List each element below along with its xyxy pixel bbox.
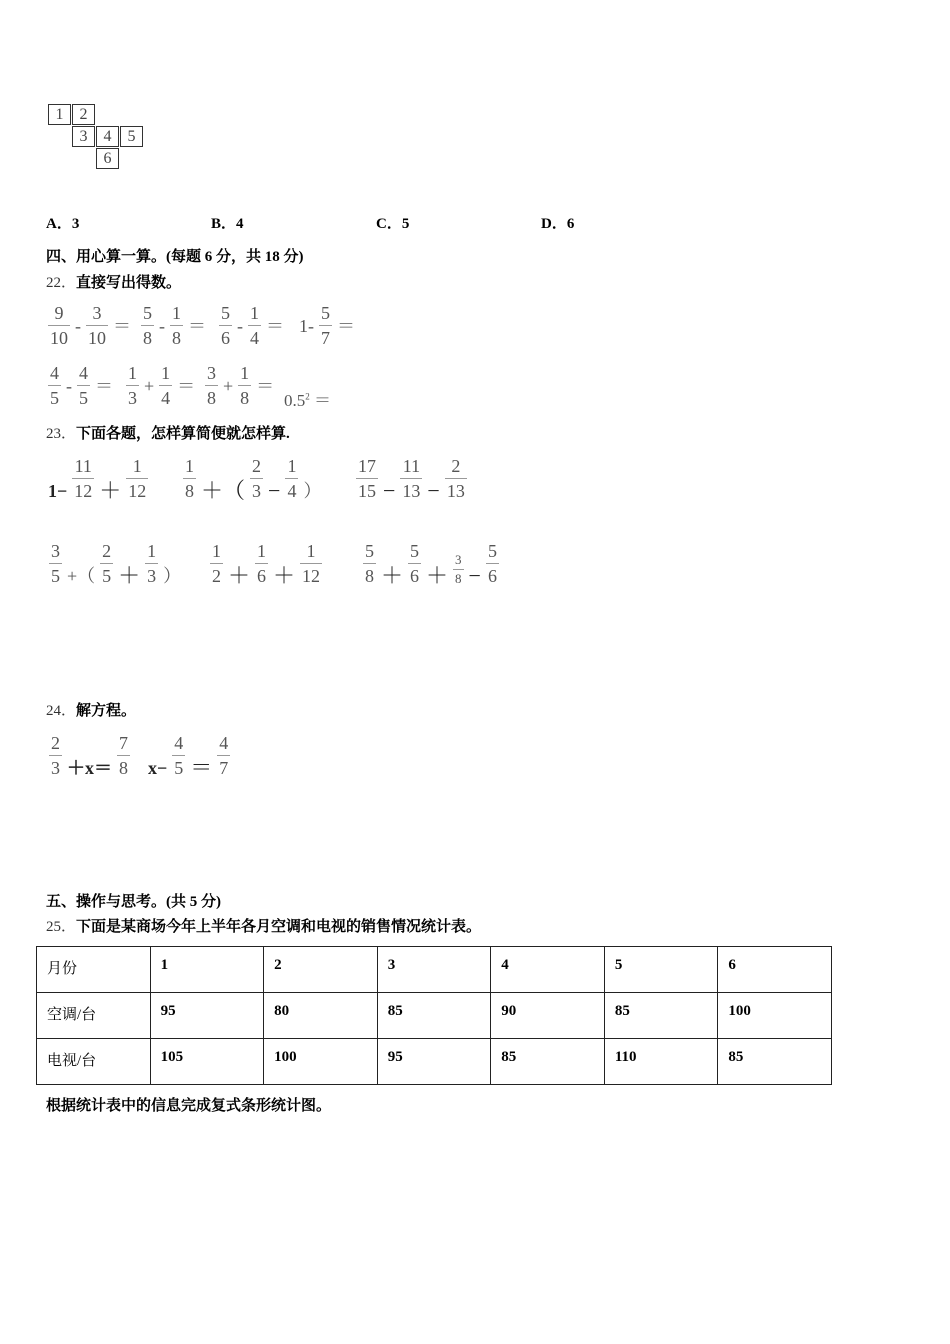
denominator: 13 bbox=[446, 481, 465, 501]
expression bbox=[353, 455, 470, 502]
numerator: 1 bbox=[257, 541, 267, 561]
denominator: 10 bbox=[50, 328, 68, 348]
numerator: 2 bbox=[252, 456, 262, 476]
operator: ） bbox=[303, 481, 322, 501]
question-22-title bbox=[46, 271, 181, 292]
numerator: 4 bbox=[50, 363, 59, 383]
table-cell: 3 bbox=[377, 947, 491, 993]
numerator: 1 bbox=[240, 363, 250, 383]
denominator: 4 bbox=[161, 388, 171, 408]
denominator: 3 bbox=[252, 481, 262, 501]
operator: ＋ bbox=[381, 563, 404, 588]
table-instruction: 根据统计表中的信息完成复式条形统计图。 bbox=[46, 1098, 332, 1114]
operator: - bbox=[75, 315, 81, 336]
denominator: 13 bbox=[402, 481, 421, 501]
denominator: 3 bbox=[128, 388, 137, 408]
fraction bbox=[172, 732, 185, 779]
fraction-bar bbox=[145, 563, 158, 564]
numerator: 1 bbox=[132, 456, 142, 476]
fraction-bar bbox=[117, 755, 130, 756]
denominator: 5 bbox=[174, 758, 184, 778]
denominator: 8 bbox=[185, 481, 194, 501]
operator: ＝ bbox=[188, 315, 206, 336]
denominator: 12 bbox=[128, 481, 147, 501]
table-row bbox=[37, 1039, 832, 1085]
fraction-bar bbox=[172, 755, 185, 756]
table-cell: 2 bbox=[264, 947, 378, 993]
denominator: 8 bbox=[455, 571, 462, 586]
numerator: 9 bbox=[54, 303, 64, 323]
fraction bbox=[205, 362, 218, 409]
table-cell: 85 bbox=[718, 1039, 832, 1085]
numerator: 11 bbox=[402, 456, 421, 476]
row-header: 电视/台 bbox=[37, 1039, 151, 1085]
question-number: 24． bbox=[46, 703, 77, 719]
denominator: 12 bbox=[74, 481, 93, 501]
fraction-bar bbox=[453, 569, 464, 570]
expression bbox=[202, 362, 276, 409]
fraction-bar bbox=[285, 478, 298, 479]
fraction bbox=[219, 302, 232, 349]
choice-a: A．3 bbox=[46, 216, 80, 232]
fraction-bar bbox=[248, 325, 261, 326]
fraction-bar bbox=[300, 563, 322, 564]
fraction bbox=[210, 540, 223, 587]
numerator: 1 bbox=[172, 303, 181, 323]
denominator: 8 bbox=[143, 328, 152, 348]
numerator: 5 bbox=[321, 303, 330, 323]
operator: ） bbox=[163, 566, 182, 586]
fraction bbox=[49, 732, 62, 779]
operator: ＝ bbox=[256, 375, 275, 396]
question-text: 解方程。 bbox=[76, 703, 137, 719]
expression bbox=[207, 540, 325, 587]
numerator: 3 bbox=[207, 363, 216, 383]
operator: + bbox=[144, 375, 155, 396]
fraction bbox=[72, 455, 94, 502]
fraction bbox=[356, 455, 378, 502]
expression bbox=[216, 302, 286, 349]
denominator: 3 bbox=[147, 566, 157, 586]
question-text: 下面各题，怎样算简便就怎样算. bbox=[76, 426, 290, 442]
fraction-bar bbox=[126, 385, 139, 386]
expression bbox=[123, 362, 197, 409]
denominator: 3 bbox=[51, 758, 60, 778]
denominator: 10 bbox=[88, 328, 106, 348]
expression bbox=[138, 302, 208, 349]
row-header: 空调/台 bbox=[37, 993, 151, 1039]
net-square-3: 3 bbox=[72, 126, 95, 147]
numerator: 4 bbox=[174, 733, 184, 753]
fraction-bar bbox=[205, 385, 218, 386]
operator: ＝ bbox=[190, 755, 213, 780]
numerator: 2 bbox=[451, 456, 461, 476]
fraction-bar bbox=[210, 563, 223, 564]
fraction-bar bbox=[49, 563, 62, 564]
denominator: 15 bbox=[358, 481, 376, 501]
fraction bbox=[117, 732, 130, 779]
table-cell: 4 bbox=[491, 947, 605, 993]
fraction-bar bbox=[363, 563, 376, 564]
table-cell: 105 bbox=[150, 1039, 264, 1085]
fraction-bar bbox=[408, 563, 421, 564]
denominator: 8 bbox=[207, 388, 216, 408]
expression bbox=[46, 540, 183, 587]
row-header: 月份 bbox=[37, 947, 151, 993]
fraction-bar bbox=[255, 563, 268, 564]
fraction bbox=[159, 362, 172, 409]
table-cell: 5 bbox=[604, 947, 718, 993]
fraction bbox=[145, 540, 158, 587]
fraction bbox=[48, 302, 70, 349]
question-25-title bbox=[46, 915, 481, 936]
numerator: 1 bbox=[250, 303, 259, 323]
denominator: 8 bbox=[240, 388, 250, 408]
question-text: 下面是某商场今年上半年各月空调和电视的销售情况统计表。 bbox=[76, 919, 482, 935]
denominator: 6 bbox=[257, 566, 267, 586]
net-square-6: 6 bbox=[96, 148, 119, 169]
equals: ＝ bbox=[314, 391, 331, 410]
operator: ＋ bbox=[99, 478, 122, 503]
choice-d: D．6 bbox=[541, 216, 575, 232]
fraction bbox=[285, 455, 298, 502]
numerator: 5 bbox=[143, 303, 152, 323]
denominator: 5 bbox=[79, 388, 88, 408]
numerator: 2 bbox=[102, 541, 112, 561]
section-5-title: 五、操作与思考。(共 5 分) bbox=[46, 894, 221, 910]
power-base: 0.5 bbox=[284, 391, 306, 410]
fraction-bar bbox=[49, 755, 62, 756]
choice-c: C．5 bbox=[376, 216, 410, 232]
numerator: 1 bbox=[212, 541, 221, 561]
denominator: 6 bbox=[487, 566, 497, 586]
denominator: 4 bbox=[250, 328, 259, 348]
numerator: 5 bbox=[365, 541, 374, 561]
fraction bbox=[319, 302, 332, 349]
equation bbox=[146, 732, 233, 779]
fraction bbox=[170, 302, 183, 349]
denominator: 2 bbox=[212, 566, 221, 586]
question-23-title bbox=[46, 422, 290, 443]
fraction-bar bbox=[238, 385, 251, 386]
denominator: 8 bbox=[119, 758, 128, 778]
numerator: 1 bbox=[128, 363, 137, 383]
operator: ＋ bbox=[228, 563, 251, 588]
denominator: 12 bbox=[302, 566, 321, 586]
power-exponent: 2 bbox=[305, 391, 310, 402]
fraction-bar bbox=[250, 478, 263, 479]
expression bbox=[297, 302, 357, 349]
net-square-1: 1 bbox=[48, 104, 71, 125]
power-expression bbox=[284, 386, 331, 411]
table-cell: 85 bbox=[604, 993, 718, 1039]
fraction-bar bbox=[219, 325, 232, 326]
expression bbox=[360, 540, 502, 587]
operator: + bbox=[223, 375, 234, 396]
numerator: 7 bbox=[119, 733, 128, 753]
table-row bbox=[37, 947, 832, 993]
operator: - bbox=[66, 375, 72, 396]
fraction-bar bbox=[400, 478, 422, 479]
numerator: 3 bbox=[455, 552, 462, 567]
question-number: 25． bbox=[46, 919, 77, 935]
table-cell: 95 bbox=[377, 1039, 491, 1085]
fraction-bar bbox=[356, 478, 378, 479]
numerator: 17 bbox=[358, 456, 376, 476]
fraction bbox=[238, 362, 251, 409]
fraction-bar bbox=[72, 478, 94, 479]
numerator: 3 bbox=[51, 541, 60, 561]
question-24-title bbox=[46, 699, 136, 720]
expression bbox=[46, 455, 151, 502]
fraction bbox=[486, 540, 499, 587]
operator: - bbox=[237, 315, 243, 336]
fraction bbox=[77, 362, 90, 409]
fraction bbox=[300, 540, 322, 587]
operator: − bbox=[383, 478, 396, 503]
numerator: 4 bbox=[79, 363, 88, 383]
fraction bbox=[48, 362, 61, 409]
table-cell: 95 bbox=[150, 993, 264, 1039]
fraction bbox=[100, 540, 113, 587]
fraction bbox=[250, 455, 263, 502]
denominator: 5 bbox=[50, 388, 59, 408]
sales-table bbox=[36, 946, 832, 1085]
equation bbox=[46, 732, 133, 779]
numerator: 4 bbox=[219, 733, 229, 753]
denominator: 4 bbox=[287, 481, 297, 501]
net-square-2: 2 bbox=[72, 104, 95, 125]
choice-b: B．4 bbox=[211, 216, 244, 232]
denominator: 5 bbox=[51, 566, 60, 586]
table-cell: 100 bbox=[718, 993, 832, 1039]
fraction bbox=[248, 302, 261, 349]
fraction bbox=[255, 540, 268, 587]
question-number: 23． bbox=[46, 426, 77, 442]
numerator: 1 bbox=[306, 541, 316, 561]
numerator: 1 bbox=[185, 456, 194, 476]
fraction bbox=[217, 732, 230, 779]
table-cell: 110 bbox=[604, 1039, 718, 1085]
fraction-bar bbox=[217, 755, 230, 756]
operator: − bbox=[268, 478, 281, 503]
fraction-bar bbox=[86, 325, 108, 326]
operator: ＝ bbox=[266, 315, 284, 336]
denominator: 6 bbox=[410, 566, 420, 586]
fraction-bar bbox=[445, 478, 467, 479]
fraction bbox=[453, 552, 464, 587]
operator: ＋（ bbox=[201, 478, 246, 503]
denominator: 7 bbox=[219, 758, 229, 778]
operator: ＋ bbox=[273, 563, 296, 588]
numerator: 5 bbox=[487, 541, 497, 561]
numerator: 2 bbox=[51, 733, 60, 753]
question-number: 22． bbox=[46, 275, 77, 291]
numerator: 5 bbox=[410, 541, 420, 561]
denominator: 8 bbox=[172, 328, 181, 348]
expression bbox=[180, 455, 323, 502]
fraction bbox=[400, 455, 422, 502]
fraction bbox=[126, 362, 139, 409]
table-cell: 85 bbox=[377, 993, 491, 1039]
table-cell: 85 bbox=[491, 1039, 605, 1085]
fraction-bar bbox=[183, 478, 196, 479]
fraction-bar bbox=[486, 563, 499, 564]
denominator: 7 bbox=[321, 328, 330, 348]
operator: ＋ bbox=[118, 563, 141, 588]
fraction-bar bbox=[170, 325, 183, 326]
operator: +（ bbox=[67, 566, 96, 586]
section-4-title: 四、用心算一算。(每题 6 分，共 18 分) bbox=[46, 249, 304, 265]
expression bbox=[45, 302, 133, 349]
operator: − bbox=[468, 563, 481, 588]
fraction-bar bbox=[126, 478, 148, 479]
table-cell: 100 bbox=[264, 1039, 378, 1085]
fraction bbox=[86, 302, 108, 349]
operator: 1- bbox=[299, 315, 314, 336]
fraction bbox=[183, 455, 196, 502]
fraction bbox=[126, 455, 148, 502]
operator: - bbox=[159, 315, 165, 336]
denominator: 8 bbox=[365, 566, 374, 586]
numerator: 11 bbox=[74, 456, 92, 476]
fraction-bar bbox=[48, 385, 61, 386]
table-cell: 80 bbox=[264, 993, 378, 1039]
operator: x− bbox=[148, 758, 168, 778]
fraction-bar bbox=[159, 385, 172, 386]
numerator: 5 bbox=[221, 303, 230, 323]
expression bbox=[45, 362, 115, 409]
fraction-bar bbox=[100, 563, 113, 564]
numerator: 3 bbox=[92, 303, 102, 323]
table-row bbox=[37, 993, 832, 1039]
table-cell: 90 bbox=[491, 993, 605, 1039]
fraction-bar bbox=[319, 325, 332, 326]
fraction-bar bbox=[48, 325, 70, 326]
numerator: 1 bbox=[161, 363, 171, 383]
fraction-bar bbox=[141, 325, 154, 326]
denominator: 6 bbox=[221, 328, 230, 348]
operator: ＋ bbox=[426, 563, 449, 588]
fraction bbox=[408, 540, 421, 587]
operator: − bbox=[427, 478, 440, 503]
fraction bbox=[141, 302, 154, 349]
fraction bbox=[49, 540, 62, 587]
fraction bbox=[363, 540, 376, 587]
operator: ＝ bbox=[337, 315, 355, 336]
fraction-bar bbox=[77, 385, 90, 386]
table-cell: 1 bbox=[150, 947, 264, 993]
operator: 1− bbox=[48, 481, 68, 501]
numerator: 1 bbox=[147, 541, 157, 561]
question-text: 直接写出得数。 bbox=[76, 275, 182, 291]
net-square-4: 4 bbox=[96, 126, 119, 147]
operator: ＋x＝ bbox=[67, 758, 112, 778]
denominator: 5 bbox=[102, 566, 112, 586]
net-square-5: 5 bbox=[120, 126, 143, 147]
operator: ＝ bbox=[177, 375, 196, 396]
table-cell: 6 bbox=[718, 947, 832, 993]
fraction bbox=[445, 455, 467, 502]
operator: ＝ bbox=[95, 375, 113, 396]
operator: ＝ bbox=[113, 315, 131, 336]
numerator: 1 bbox=[287, 456, 297, 476]
